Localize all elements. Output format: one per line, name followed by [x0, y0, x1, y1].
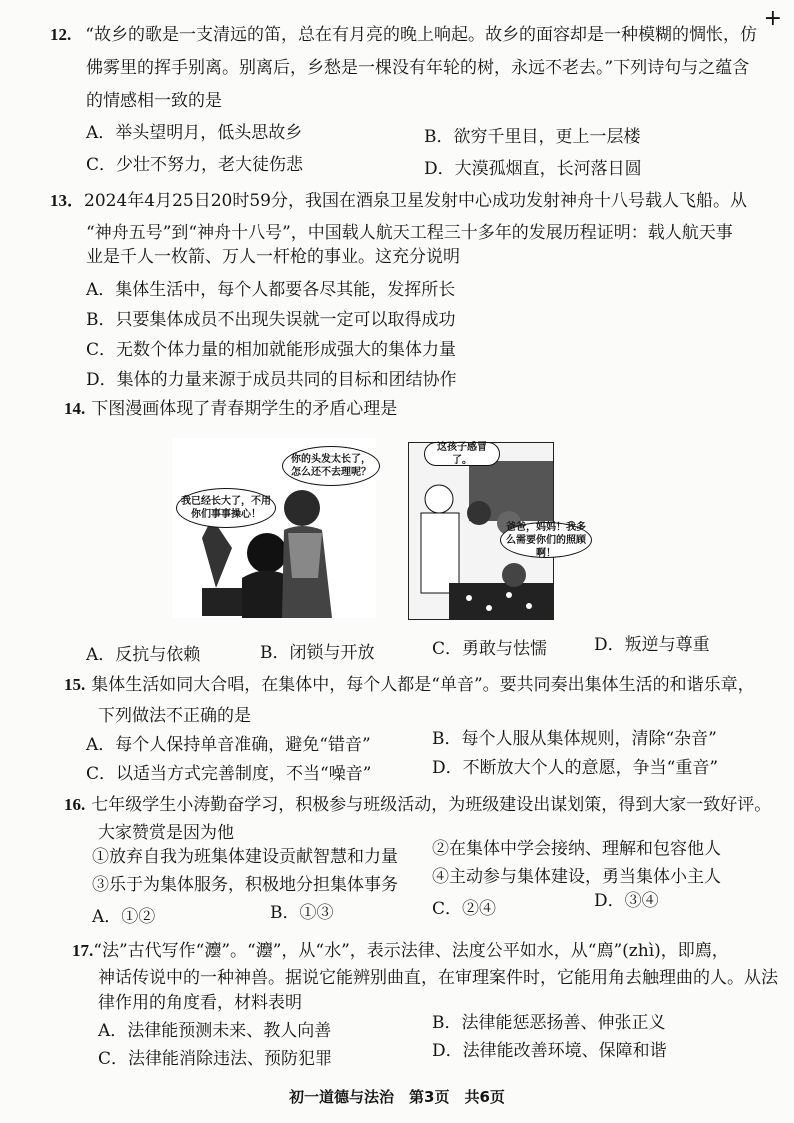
- q15-text1: 集体生活如同大合唱，在集体中，每个人都是“单音”。要共同奏出集体生活的和谐乐章，: [91, 675, 755, 695]
- q12-line1: [50, 24, 757, 46]
- doctor-head-shape: [425, 485, 453, 513]
- sick-kid-head-shape: [502, 563, 526, 587]
- doctor-coat-shape: [421, 513, 459, 593]
- q13-number: 13．: [50, 191, 84, 210]
- q16-text1: 七年级学生小涛勤奋学习，积极参与班级活动，为班级建设出谋划策，得到大家一致好评。: [91, 795, 772, 815]
- comic-right-kid-bubble: 爸爸，妈妈！我多么需要你们的照顾啊！: [500, 522, 592, 558]
- q17-line3: 律作用的角度看，材料表明: [98, 993, 302, 1013]
- q14-number: 14.: [64, 399, 86, 418]
- q12-line3: 的情感相一致的是: [86, 91, 222, 111]
- q14-option-d: D．叛逆与尊重: [594, 635, 710, 655]
- q16-item-2: ②在集体中学会接纳、理解和包容他人: [432, 839, 721, 859]
- q13-line1: [50, 190, 747, 212]
- q13-text1: 2024年4月25日20时59分，我国在酒泉卫星发射中心成功发射神舟十八号载人飞船。从: [84, 191, 747, 211]
- q17-option-d: D．法律能改善环境、保障和谐: [432, 1041, 667, 1061]
- q16-item-1: ①放弃自我为班集体建设贡献智慧和力量: [92, 847, 398, 867]
- q16-line2: 大家赞赏是因为他: [98, 823, 234, 843]
- comic-right-doctor-bubble: 这孩子感冒了。: [424, 442, 500, 466]
- q14-line1: [64, 398, 397, 420]
- kid-head-shape: [247, 533, 287, 573]
- desk-lamp-shape: [202, 518, 232, 588]
- q12-option-d: D．大漠孤烟直，长河落日圆: [424, 159, 642, 179]
- q13-option-c: C．无数个体力量的相加就能形成强大的集体力量: [86, 340, 457, 360]
- q12-option-c: C．少壮不努力，老大徒伤悲: [86, 155, 304, 175]
- q16-option-c: C．②④: [432, 899, 497, 919]
- q12-text1: “故乡的歌是一支清远的笛，总在有月亮的晚上响起。故乡的面容却是一种模糊的惆怅，仿: [85, 25, 757, 45]
- q14-option-c: C．勇敢与怯懦: [432, 639, 548, 659]
- q16-option-b: B．①③: [270, 903, 334, 923]
- comic-left-mom-bubble: 你的头发太长了，怎么还不去理呢？: [282, 446, 380, 486]
- registration-mark: +: [763, 6, 782, 31]
- q13-line3: 业是千人一枚箭、万人一杆枪的事业。这充分说明: [86, 247, 460, 267]
- q16-option-a: A．①②: [92, 907, 156, 927]
- q17-option-a: A．法律能预测未来、教人向善: [98, 1021, 332, 1041]
- q17-number: 17.: [72, 941, 94, 960]
- q17-text1: “法”古代写作“灋”。“灋”，从“水”，表示法律、法度公平如水，从“廌”(zhì)，即廌，: [93, 941, 729, 961]
- q14-text1: 下图漫画体现了青春期学生的矛盾心理是: [91, 399, 398, 419]
- q15-line1: [64, 674, 755, 696]
- q16-item-4: ④主动参与集体建设，勇当集体小主人: [432, 867, 721, 887]
- comic-left-kid-bubble: 我已经长大了，不用你们事事操心！: [176, 488, 276, 528]
- q12-line2: 佛雾里的挥手别离。别离后，乡愁是一棵没有年轮的树，永远不老去。”下列诗句与之蕴含: [86, 58, 750, 78]
- q16-number: 16.: [64, 795, 86, 814]
- q16-option-d: D．③④: [594, 891, 659, 911]
- q12-option-a: A．举头望明月，低头思故乡: [86, 123, 303, 143]
- q14-option-a: A．反抗与依赖: [86, 645, 201, 665]
- q17-line2: 神话传说中的一种神兽。据说它能辨别曲直，在审理案件时，它能用角去触理曲的人。从法: [98, 968, 778, 988]
- q15-line2: 下列做法不正确的是: [98, 706, 251, 726]
- q12-option-b: B．欲穷千里目，更上一层楼: [424, 127, 641, 147]
- q16-item-3: ③乐于为集体服务，积极地分担集体事务: [92, 875, 398, 895]
- q15-option-a: A．每个人保持单音准确，避免“错音”: [86, 735, 371, 755]
- q14-option-b: B．闭锁与开放: [260, 643, 375, 663]
- parent1-head-shape: [467, 501, 491, 525]
- q16-line1: [64, 794, 771, 816]
- page-footer: 初一道德与法治 第3页 共6页: [289, 1088, 505, 1106]
- q15-option-c: C．以适当方式完善制度，不当“噪音”: [86, 764, 372, 784]
- q15-option-d: D．不断放大个人的意愿，争当“重音”: [432, 758, 719, 778]
- q17-option-c: C．法律能消除违法、预防犯罪: [98, 1049, 333, 1069]
- q13-option-b: B．只要集体成员不出现失误就一定可以取得成功: [86, 310, 456, 330]
- q15-option-b: B．每个人服从集体规则，清除“杂音”: [432, 729, 717, 749]
- blanket-shape: [449, 583, 553, 619]
- q17-line1: [72, 940, 729, 962]
- q13-option-d: D．集体的力量来源于成员共同的目标和团结协作: [86, 370, 457, 390]
- q17-option-b: B．法律能惩恶扬善、伸张正义: [432, 1013, 666, 1033]
- q15-number: 15.: [64, 675, 86, 694]
- q12-number: 12.: [50, 25, 72, 44]
- q13-option-a: A．集体生活中，每个人都要各尽其能，发挥所长: [86, 280, 456, 300]
- mom-head-shape: [284, 490, 320, 526]
- q13-line2: “神舟五号”到“神舟十八号”，中国载人航天工程三十多年的发展历程证明：载人航天事: [86, 223, 733, 243]
- mom-apron-shape: [288, 533, 322, 578]
